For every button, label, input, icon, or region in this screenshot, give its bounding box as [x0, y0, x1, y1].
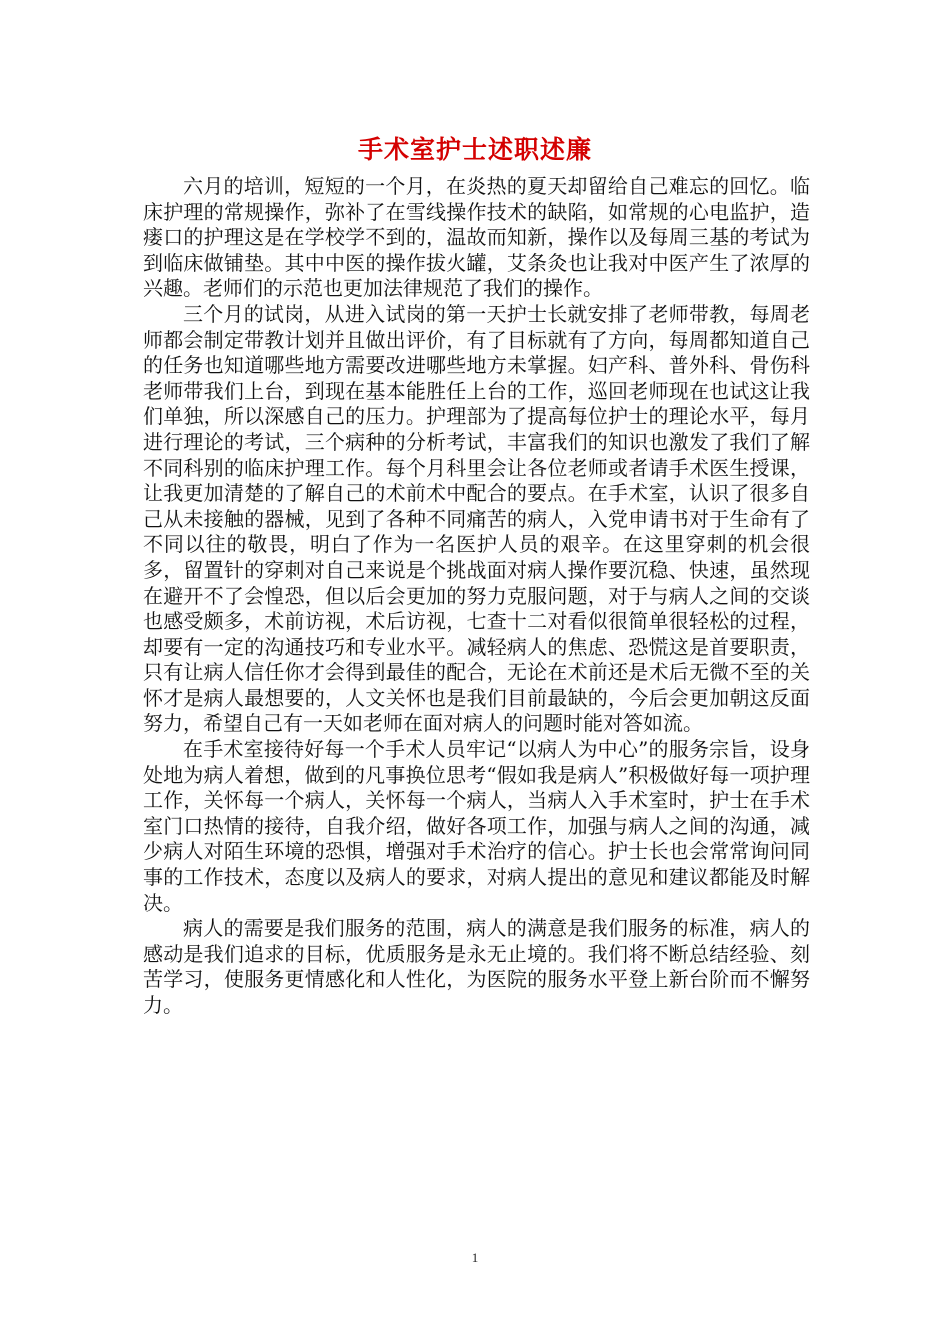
paragraph-training: 六月的培训，短短的一个月，在炎热的夏天却留给自己难忘的回忆。临床护理的常规操作，弥补了在雪线操作技术的缺陷，如常规的心电监护，造瘘口的护理这是在学校学不到的，温故而知新，操作以及每周三基的考试为到临床做铺垫。其中中医的操作拔火罐，艾条灸也让我对中医产生了浓厚的兴趣。老师们的示范也更加法律规范了我们的操作。 [143, 174, 810, 301]
paragraph-patient-service: 在手术室接待好每一个手术人员牢记“以病人为中心”的服务宗旨，设身处地为病人着想，做到的凡事换位思考“假如我是病人”积极做好每一项护理工作，关怀每一个病人，关怀每一个病人，当病人入手术室时，护士在手术室门口热情的接待，自我介绍，做好各项工作，加强与病人之间的沟通，减少病人对陌生环境的恐惧，增强对手术治疗的信心。护士长也会常常询问同事的工作技术，态度以及病人的要求，对病人提出的意见和建议都能及时解决。 [143, 737, 810, 915]
paragraph-trial-period: 三个月的试岗，从进入试岗的第一天护士长就安排了老师带教，每周老师都会制定带教计划并且做出评价，有了目标就有了方向，每周都知道自己的任务也知道哪些地方需要改进哪些地方未掌握。妇产科、普外科、骨伤科老师带我们上台，到现在基本能胜任上台的工作，巡回老师现在也试这让我们单独，所以深感自己的压力。护理部为了提高每位护士的理论水平，每月进行理论的考试，三个病种的分析考试，丰富我们的知识也激发了我们了解不同科别的临床护理工作。每个月科里会让各位老师或者请手术医生授课，让我更加清楚的了解自己的术前术中配合的要点。在手术室，认识了很多自己从未接触的器械，见到了各种不同痛苦的病人，入党申请书对于生命有了不同以往的敬畏，明白了作为一名医护人员的艰辛。在这里穿刺的机会很多，留置针的穿刺对自己来说是个挑战面对病人操作要沉稳、快速，虽然现在避开不了会惶恐，但以后会更加的努力克服问题，对于与病人之间的交谈也感受颇多，术前访视，术后访视，七查十二对看似很简单很轻松的过程，却要有一定的沟通技巧和专业水平。减轻病人的焦虑、恐慌这是首要职责，只有让病人信任你才会得到最佳的配合，无论在术前还是术后无微不至的关怀才是病人最想要的，人文关怀也是我们目前最缺的，今后会更加朝这反面努力，希望自己有一天如老师在面对病人的问题时能对答如流。 [143, 301, 810, 736]
document-title: 手术室护士述职述廉 [357, 135, 592, 164]
paragraph-conclusion: 病人的需要是我们服务的范围，病人的满意是我们服务的标准，病人的感动是我们追求的目标，优质服务是永无止境的。我们将不断总结经验、刻苦学习，使服务更情感化和人性化，为医院的服务水平登上新台阶而不懈努力。 [143, 916, 810, 1017]
page-number: 1 [471, 1250, 479, 1265]
document-body [143, 174, 810, 1019]
